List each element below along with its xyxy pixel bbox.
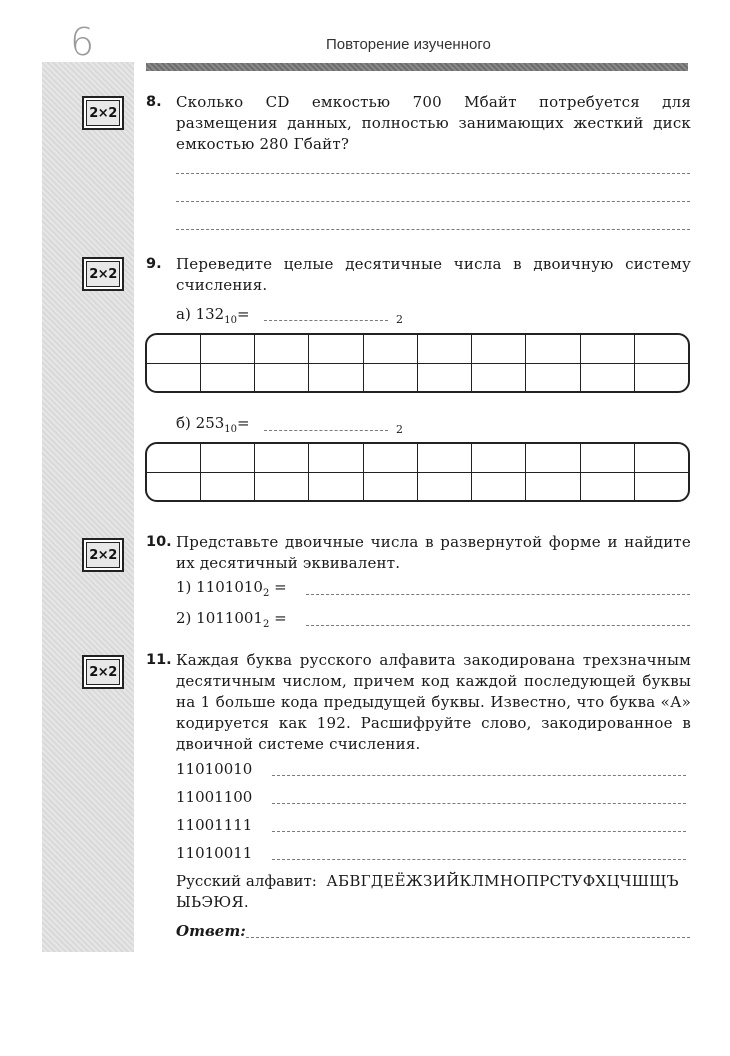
calculator-icon	[82, 96, 124, 130]
task-number: 11.	[146, 652, 172, 668]
task-11	[146, 650, 691, 755]
icon-label: 2×2	[86, 261, 120, 287]
code-row: 11001111	[176, 816, 253, 834]
icon-label: 2×2	[86, 100, 120, 126]
task-number: 10.	[146, 534, 172, 550]
task-number: 8.	[146, 94, 162, 110]
answer-line[interactable]	[264, 320, 388, 321]
answer-line[interactable]	[272, 803, 686, 804]
code-row: 11001100	[176, 788, 253, 806]
answer-line[interactable]	[176, 201, 690, 202]
calculator-icon	[82, 538, 124, 572]
alphabet-line	[176, 871, 690, 913]
answer-line[interactable]	[176, 229, 690, 230]
answer-line[interactable]	[272, 831, 686, 832]
answer-line[interactable]	[176, 173, 690, 174]
task-number: 9.	[146, 256, 162, 272]
answer-line[interactable]	[246, 937, 690, 938]
calculator-icon	[82, 257, 124, 291]
answer-line[interactable]	[272, 775, 686, 776]
task-10-item-1: 1) $1101010_2$ =	[176, 578, 287, 599]
margin-strip	[42, 62, 134, 952]
alphabet-label: Русский алфавит:	[176, 872, 317, 890]
task-9	[146, 254, 691, 296]
answer-line[interactable]	[306, 594, 690, 595]
icon-label: 2×2	[86, 542, 120, 568]
alphabet-letters: АБВГДЕЁЖЗИЙКЛМНОПРСТУФХЦЧШЩЪЫЬЭЮЯ.	[176, 872, 679, 911]
answer-line[interactable]	[306, 625, 690, 626]
answer-label: Ответ:	[176, 922, 246, 940]
answer-line[interactable]	[264, 430, 388, 431]
code-row: 11010010	[176, 760, 253, 778]
answer-line[interactable]	[272, 859, 686, 860]
task-8	[146, 92, 691, 155]
task-9b-label: б) $253_{10}=$	[176, 414, 250, 435]
page-number: 6	[70, 20, 95, 64]
task-text: Сколько CD емкостью 700 Мбайт потребуется для размещения данных, полностью занимающих жесткий диск емкостью 280 Гбайт?	[176, 93, 691, 153]
task-text: Переведите целые десятичные числа в двоичную систему счисления.	[176, 255, 691, 294]
running-head: Повторение изученного	[326, 36, 491, 53]
task-10	[146, 532, 691, 574]
icon-label: 2×2	[86, 659, 120, 685]
header-bar	[146, 63, 688, 71]
task-10-item-2: 2) $1011001_2$ =	[176, 609, 287, 630]
binary-grid-b[interactable]	[145, 442, 690, 502]
task-9a-label: а) $132_{10}=$	[176, 305, 250, 326]
calculator-icon	[82, 655, 124, 689]
task-text: Каждая буква русского алфавита закодирована трехзначным десятичным числом, причем код каждой последующей буквы на 1 больше кода предыдущей буквы. Известно, что буква «А» кодируется как 192. Расшифруйте слово, закодированное в двоичной системе счисления.	[176, 651, 691, 753]
result-base: 2	[396, 423, 403, 436]
code-row: 11010011	[176, 844, 253, 862]
binary-grid-a[interactable]	[145, 333, 690, 393]
result-base: 2	[396, 313, 403, 326]
task-text: Представьте двоичные числа в развернутой форме и найдите их десятичный эквивалент.	[176, 533, 691, 572]
